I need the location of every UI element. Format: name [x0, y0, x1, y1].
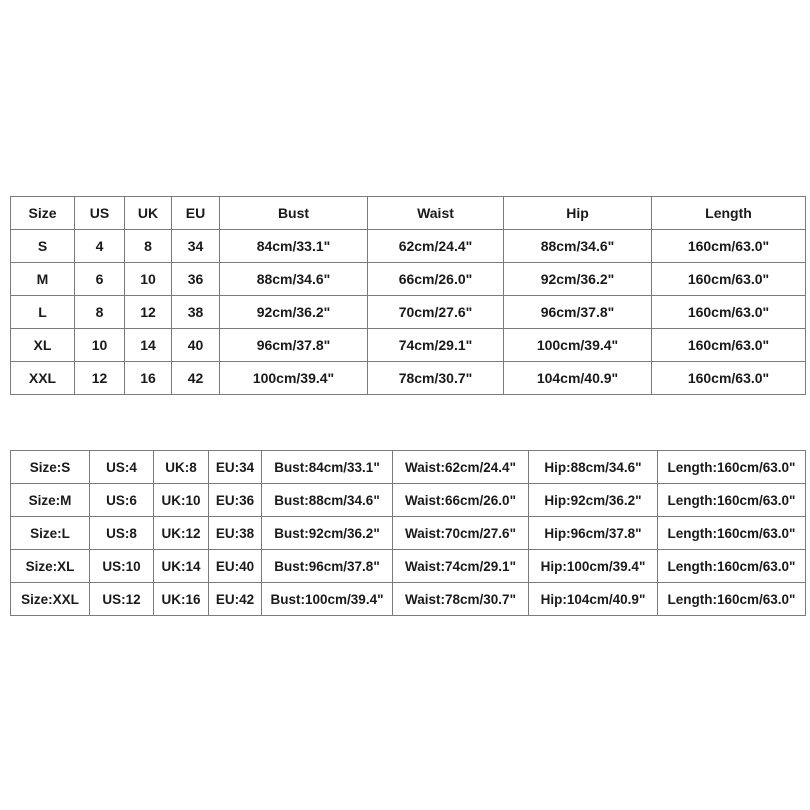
- cell-length: 160cm/63.0": [652, 230, 806, 263]
- cell-uk: 10: [125, 263, 172, 296]
- cell-length: 160cm/63.0": [652, 329, 806, 362]
- cell-eu: EU:38: [209, 517, 262, 550]
- cell-bust: Bust:100cm/39.4": [262, 583, 393, 616]
- cell-eu: 38: [172, 296, 220, 329]
- cell-waist: Waist:70cm/27.6": [393, 517, 529, 550]
- cell-us: US:4: [90, 451, 154, 484]
- cell-hip: 92cm/36.2": [504, 263, 652, 296]
- cell-uk: 8: [125, 230, 172, 263]
- cell-length: Length:160cm/63.0": [658, 451, 806, 484]
- table-row: [11, 230, 806, 263]
- cell-bust: 96cm/37.8": [220, 329, 368, 362]
- table-row: [11, 517, 806, 550]
- cell-length: Length:160cm/63.0": [658, 484, 806, 517]
- cell-bust: Bust:84cm/33.1": [262, 451, 393, 484]
- cell-size: L: [11, 296, 75, 329]
- cell-us: US:10: [90, 550, 154, 583]
- table-row: [11, 263, 806, 296]
- cell-hip: Hip:96cm/37.8": [529, 517, 658, 550]
- header-length: Length: [652, 197, 806, 230]
- cell-waist: Waist:78cm/30.7": [393, 583, 529, 616]
- cell-uk: UK:10: [154, 484, 209, 517]
- header-waist: Waist: [368, 197, 504, 230]
- cell-bust: 88cm/34.6": [220, 263, 368, 296]
- labeled-size-table: [10, 450, 806, 616]
- cell-bust: Bust:88cm/34.6": [262, 484, 393, 517]
- cell-waist: 78cm/30.7": [368, 362, 504, 395]
- cell-hip: 104cm/40.9": [504, 362, 652, 395]
- table-row: [11, 296, 806, 329]
- cell-eu: 40: [172, 329, 220, 362]
- cell-us: US:12: [90, 583, 154, 616]
- header-bust: Bust: [220, 197, 368, 230]
- cell-hip: Hip:100cm/39.4": [529, 550, 658, 583]
- cell-waist: 74cm/29.1": [368, 329, 504, 362]
- cell-hip: Hip:88cm/34.6": [529, 451, 658, 484]
- cell-eu: EU:36: [209, 484, 262, 517]
- cell-length: 160cm/63.0": [652, 263, 806, 296]
- cell-eu: 36: [172, 263, 220, 296]
- table-row: [11, 550, 806, 583]
- cell-waist: 66cm/26.0": [368, 263, 504, 296]
- table-row: [11, 362, 806, 395]
- table-row: [11, 329, 806, 362]
- cell-length: Length:160cm/63.0": [658, 583, 806, 616]
- header-uk: UK: [125, 197, 172, 230]
- table-row: [11, 484, 806, 517]
- cell-uk: 16: [125, 362, 172, 395]
- cell-bust: 100cm/39.4": [220, 362, 368, 395]
- header-hip: Hip: [504, 197, 652, 230]
- cell-hip: 88cm/34.6": [504, 230, 652, 263]
- table-header-row: [11, 197, 806, 230]
- cell-hip: Hip:92cm/36.2": [529, 484, 658, 517]
- cell-size: Size:XXL: [11, 583, 90, 616]
- cell-waist: Waist:74cm/29.1": [393, 550, 529, 583]
- cell-bust: 84cm/33.1": [220, 230, 368, 263]
- cell-us: 8: [75, 296, 125, 329]
- cell-us: 10: [75, 329, 125, 362]
- cell-uk: UK:16: [154, 583, 209, 616]
- cell-waist: Waist:62cm/24.4": [393, 451, 529, 484]
- cell-length: 160cm/63.0": [652, 362, 806, 395]
- cell-eu: 42: [172, 362, 220, 395]
- cell-length: Length:160cm/63.0": [658, 550, 806, 583]
- cell-waist: 70cm/27.6": [368, 296, 504, 329]
- cell-eu: EU:42: [209, 583, 262, 616]
- cell-us: US:6: [90, 484, 154, 517]
- table-row: [11, 583, 806, 616]
- size-chart-table: [10, 196, 806, 395]
- cell-size: Size:M: [11, 484, 90, 517]
- cell-waist: 62cm/24.4": [368, 230, 504, 263]
- cell-bust: 92cm/36.2": [220, 296, 368, 329]
- cell-bust: Bust:96cm/37.8": [262, 550, 393, 583]
- cell-size: XL: [11, 329, 75, 362]
- cell-size: Size:L: [11, 517, 90, 550]
- cell-uk: UK:14: [154, 550, 209, 583]
- table-row: [11, 451, 806, 484]
- cell-size: Size:S: [11, 451, 90, 484]
- cell-eu: 34: [172, 230, 220, 263]
- header-us: US: [75, 197, 125, 230]
- cell-length: 160cm/63.0": [652, 296, 806, 329]
- cell-size: XXL: [11, 362, 75, 395]
- cell-us: US:8: [90, 517, 154, 550]
- header-size: Size: [11, 197, 75, 230]
- cell-uk: UK:8: [154, 451, 209, 484]
- cell-size: Size:XL: [11, 550, 90, 583]
- header-eu: EU: [172, 197, 220, 230]
- cell-hip: 100cm/39.4": [504, 329, 652, 362]
- cell-uk: UK:12: [154, 517, 209, 550]
- cell-us: 12: [75, 362, 125, 395]
- cell-uk: 12: [125, 296, 172, 329]
- cell-hip: 96cm/37.8": [504, 296, 652, 329]
- cell-eu: EU:34: [209, 451, 262, 484]
- cell-length: Length:160cm/63.0": [658, 517, 806, 550]
- cell-waist: Waist:66cm/26.0": [393, 484, 529, 517]
- cell-eu: EU:40: [209, 550, 262, 583]
- cell-size: S: [11, 230, 75, 263]
- cell-us: 6: [75, 263, 125, 296]
- cell-us: 4: [75, 230, 125, 263]
- cell-size: M: [11, 263, 75, 296]
- cell-bust: Bust:92cm/36.2": [262, 517, 393, 550]
- cell-uk: 14: [125, 329, 172, 362]
- cell-hip: Hip:104cm/40.9": [529, 583, 658, 616]
